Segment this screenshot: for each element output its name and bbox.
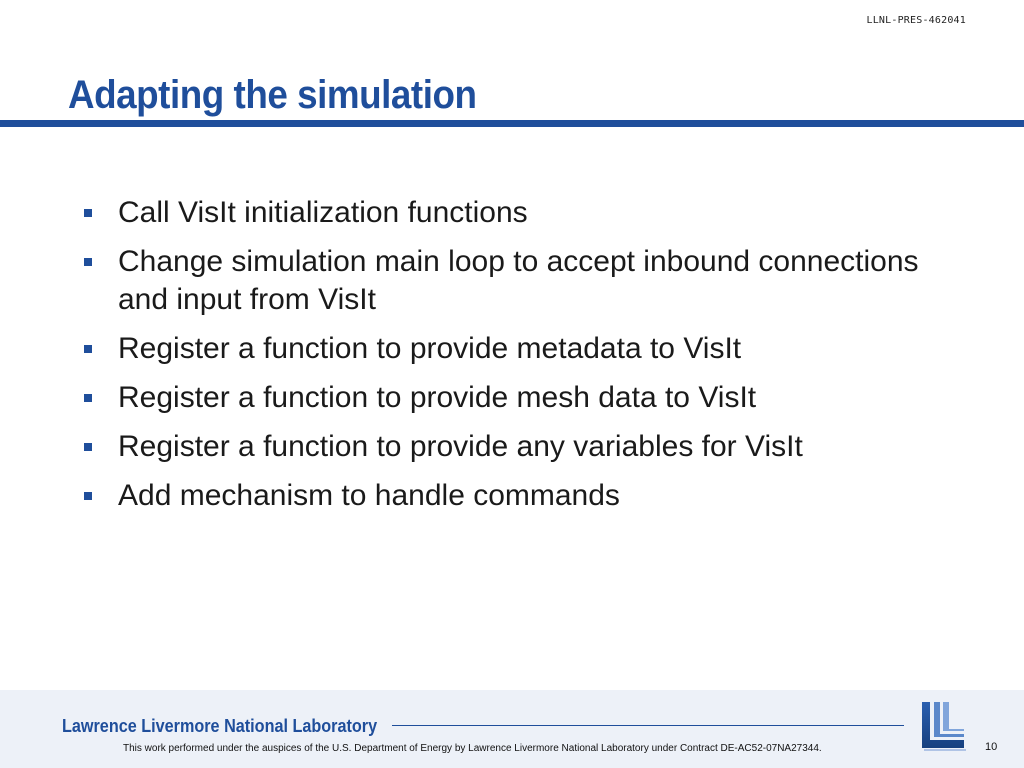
bullet-text: Call VisIt initialization functions [118,196,528,229]
bullet-item [80,194,940,232]
bullet-text: Add mechanism to handle commands [118,479,620,512]
bullet-text: Register a function to provide mesh data to VisIt [118,381,757,414]
bullet-item [80,243,940,319]
bullet-item [80,477,940,515]
bullet-text: Register a function to provide metadata to VisIt [118,332,742,365]
bullet-item [80,330,940,368]
bullet-item [80,379,940,417]
square-bullet-icon [84,345,92,353]
bullet-text: Register a function to provide any variables for VisIt [118,430,803,463]
square-bullet-icon [84,209,92,217]
document-id: LLNL-PRES-462041 [866,15,966,26]
contract-note: This work performed under the auspices of the U.S. Department of Energy by Lawrence Livermore National Laboratory under Contract DE-AC52-07NA27344. [123,743,822,754]
square-bullet-icon [84,258,92,266]
title-divider [0,120,1024,127]
square-bullet-icon [84,443,92,451]
llnl-logo-icon [918,700,970,752]
bullet-text: Change simulation main loop to accept inbound connections and input from VisIt [118,245,919,316]
square-bullet-icon [84,394,92,402]
lab-name: Lawrence Livermore National Laboratory [62,716,378,736]
slide-title: Adapting the simulation [68,73,477,117]
footer-divider [392,725,904,726]
page-number: 10 [985,741,998,753]
bullet-item [80,428,940,466]
square-bullet-icon [84,492,92,500]
bullet-list [80,194,940,526]
